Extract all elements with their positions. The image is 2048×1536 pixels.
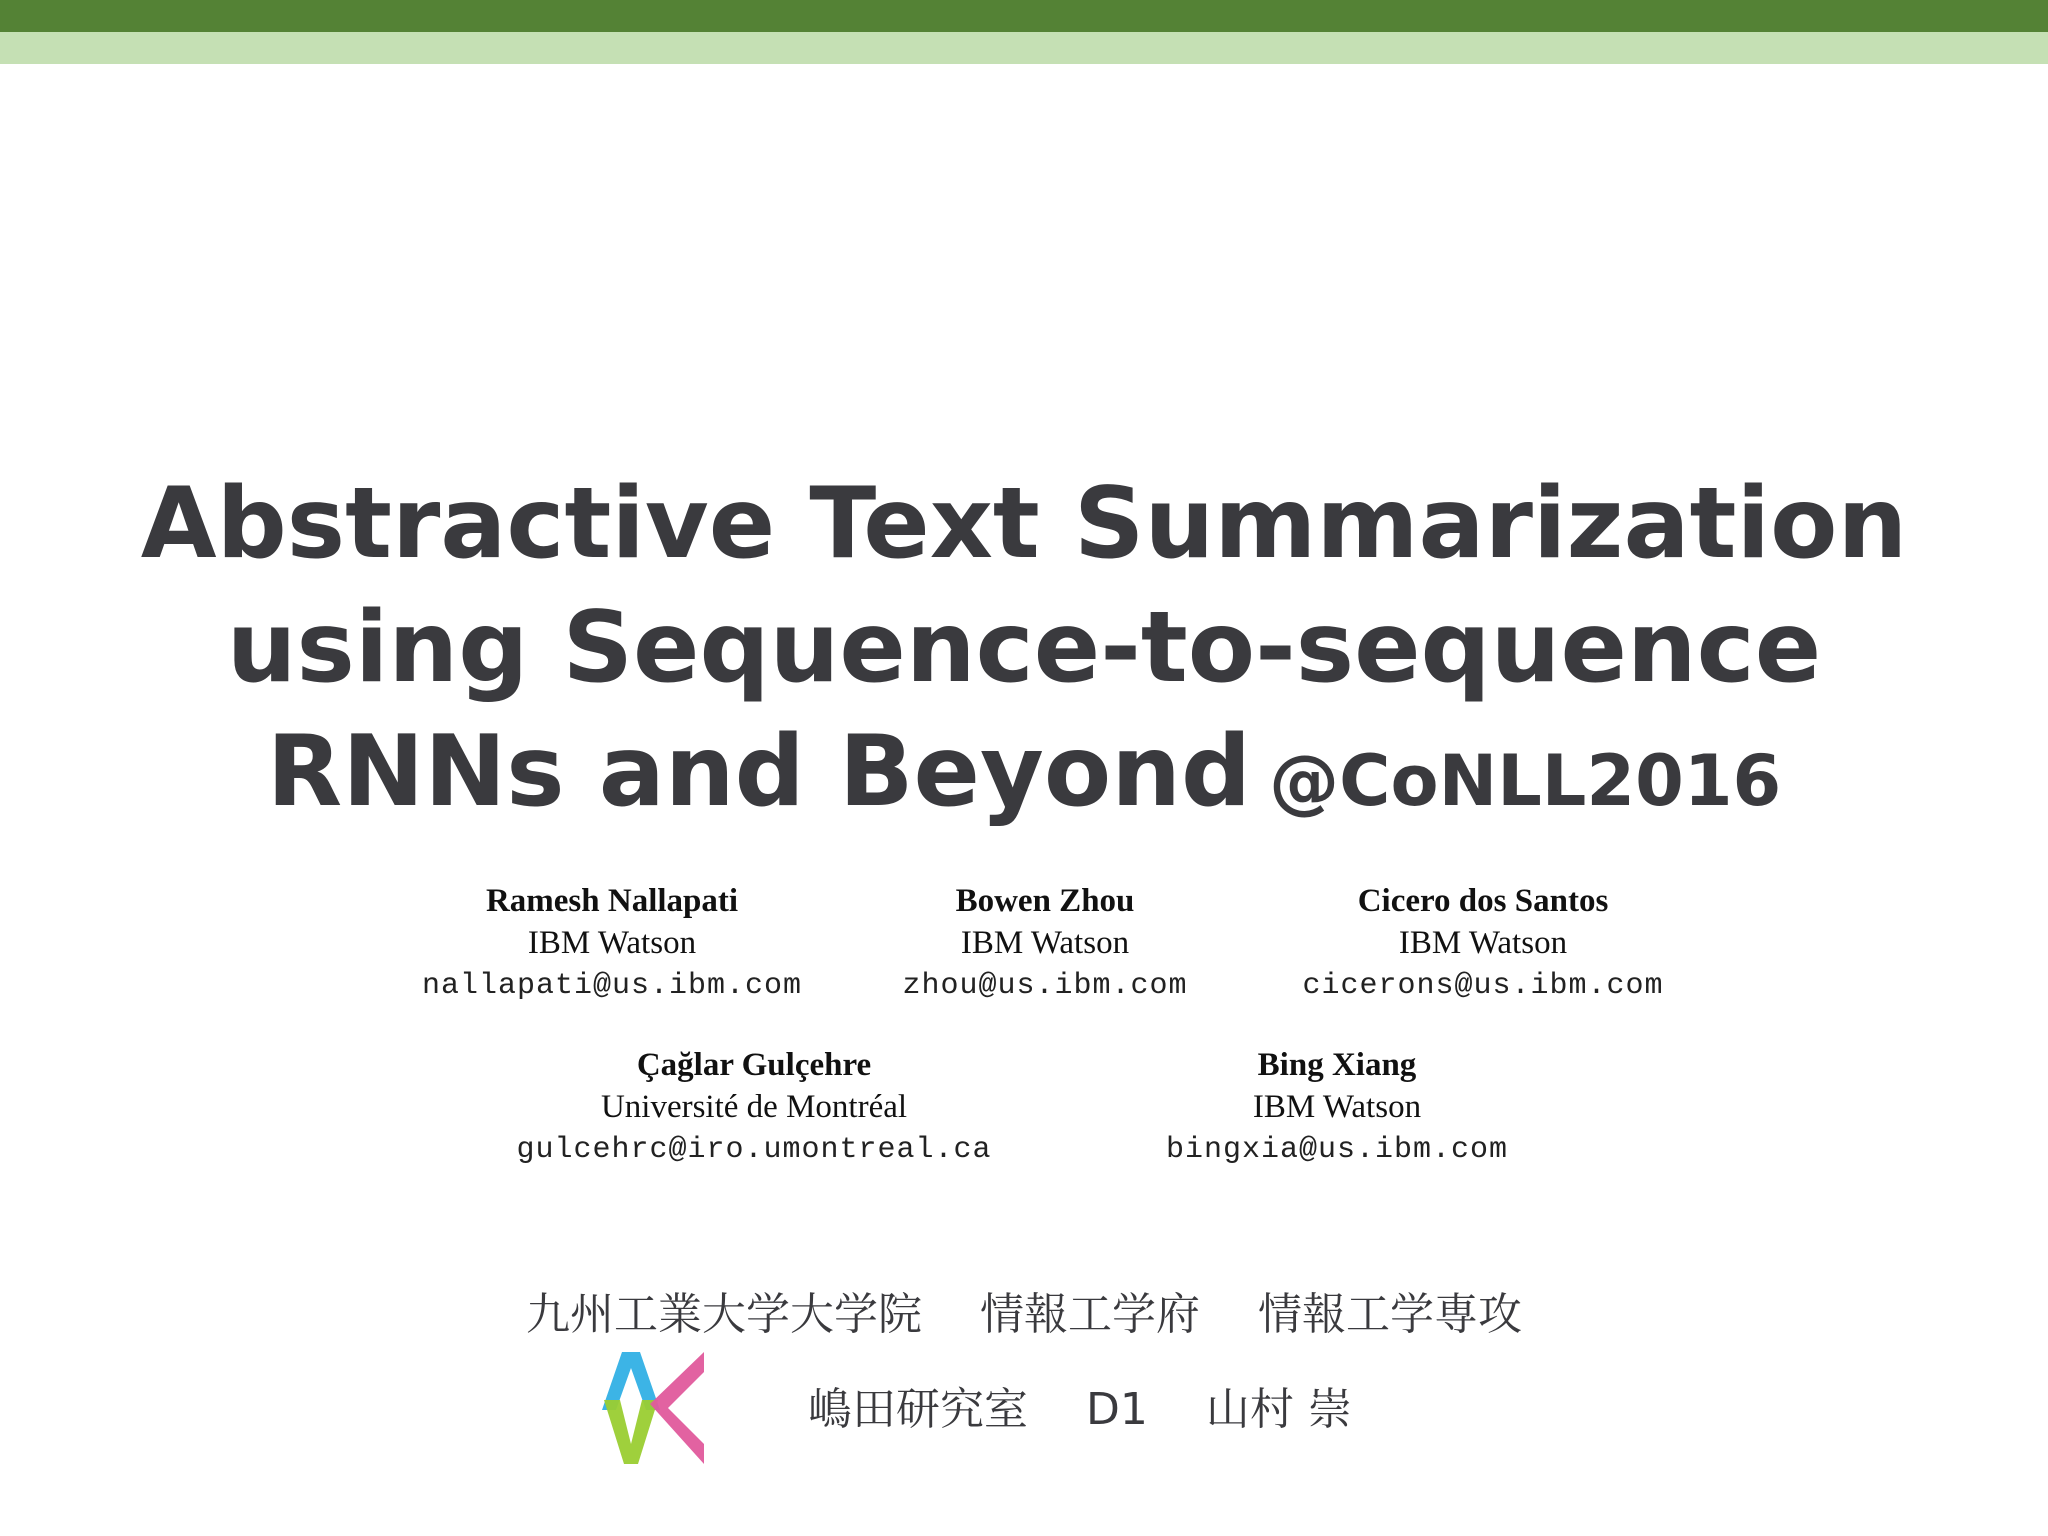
author-affiliation: IBM Watson: [527, 925, 697, 961]
author-email: nallapati@us.ibm.com: [421, 969, 803, 1003]
author-affiliation: Université de Montréal: [600, 1089, 908, 1125]
header-bar-dark: [0, 0, 2048, 32]
author-name: Cicero dos Santos: [1357, 883, 1609, 919]
paper-title: [0, 462, 2048, 843]
author-email: bingxia@us.ibm.com: [1165, 1133, 1509, 1167]
author-affiliation: IBM Watson: [960, 925, 1130, 961]
author-name: Bing Xiang: [1257, 1047, 1417, 1083]
author-email: zhou@us.ibm.com: [902, 969, 1188, 1003]
author-block: [0, 880, 2048, 1180]
title-line-3: [0, 710, 2048, 843]
school-label: 情報工学府: [980, 1289, 1200, 1340]
author-name: Çağlar Gulçehre: [636, 1047, 872, 1083]
lab-logo-icon: [600, 1348, 712, 1468]
header-bar-light: [0, 32, 2048, 64]
presenter-name: 山村 崇: [1205, 1384, 1352, 1435]
presenter-affiliation: [0, 1280, 2048, 1350]
author-email: cicerons@us.ibm.com: [1302, 969, 1664, 1003]
author-email: gulcehrc@iro.umontreal.ca: [516, 1133, 992, 1167]
author-affiliation: IBM Watson: [1252, 1089, 1422, 1125]
department-label: 情報工学専攻: [1258, 1289, 1522, 1340]
title-line-2: using Sequence-to-sequence: [226, 591, 1822, 705]
venue-label: @CoNLL2016: [1269, 740, 1782, 822]
university-label: 九州工業大学大学院: [526, 1289, 922, 1340]
presenter-line: [808, 1375, 1352, 1445]
title-line-1: Abstractive Text Summarization: [140, 467, 1908, 581]
author-card: [474, 1044, 1034, 1172]
lab-label: 嶋田研究室: [808, 1384, 1028, 1435]
author-card: [1057, 1044, 1617, 1172]
author-name: Ramesh Nallapati: [485, 883, 739, 919]
grade-label: D1: [1086, 1384, 1148, 1435]
title-line-3-text: RNNs and Beyond: [266, 715, 1252, 829]
author-card: [1203, 880, 1763, 1008]
author-affiliation: IBM Watson: [1398, 925, 1568, 961]
author-name: Bowen Zhou: [955, 883, 1135, 919]
